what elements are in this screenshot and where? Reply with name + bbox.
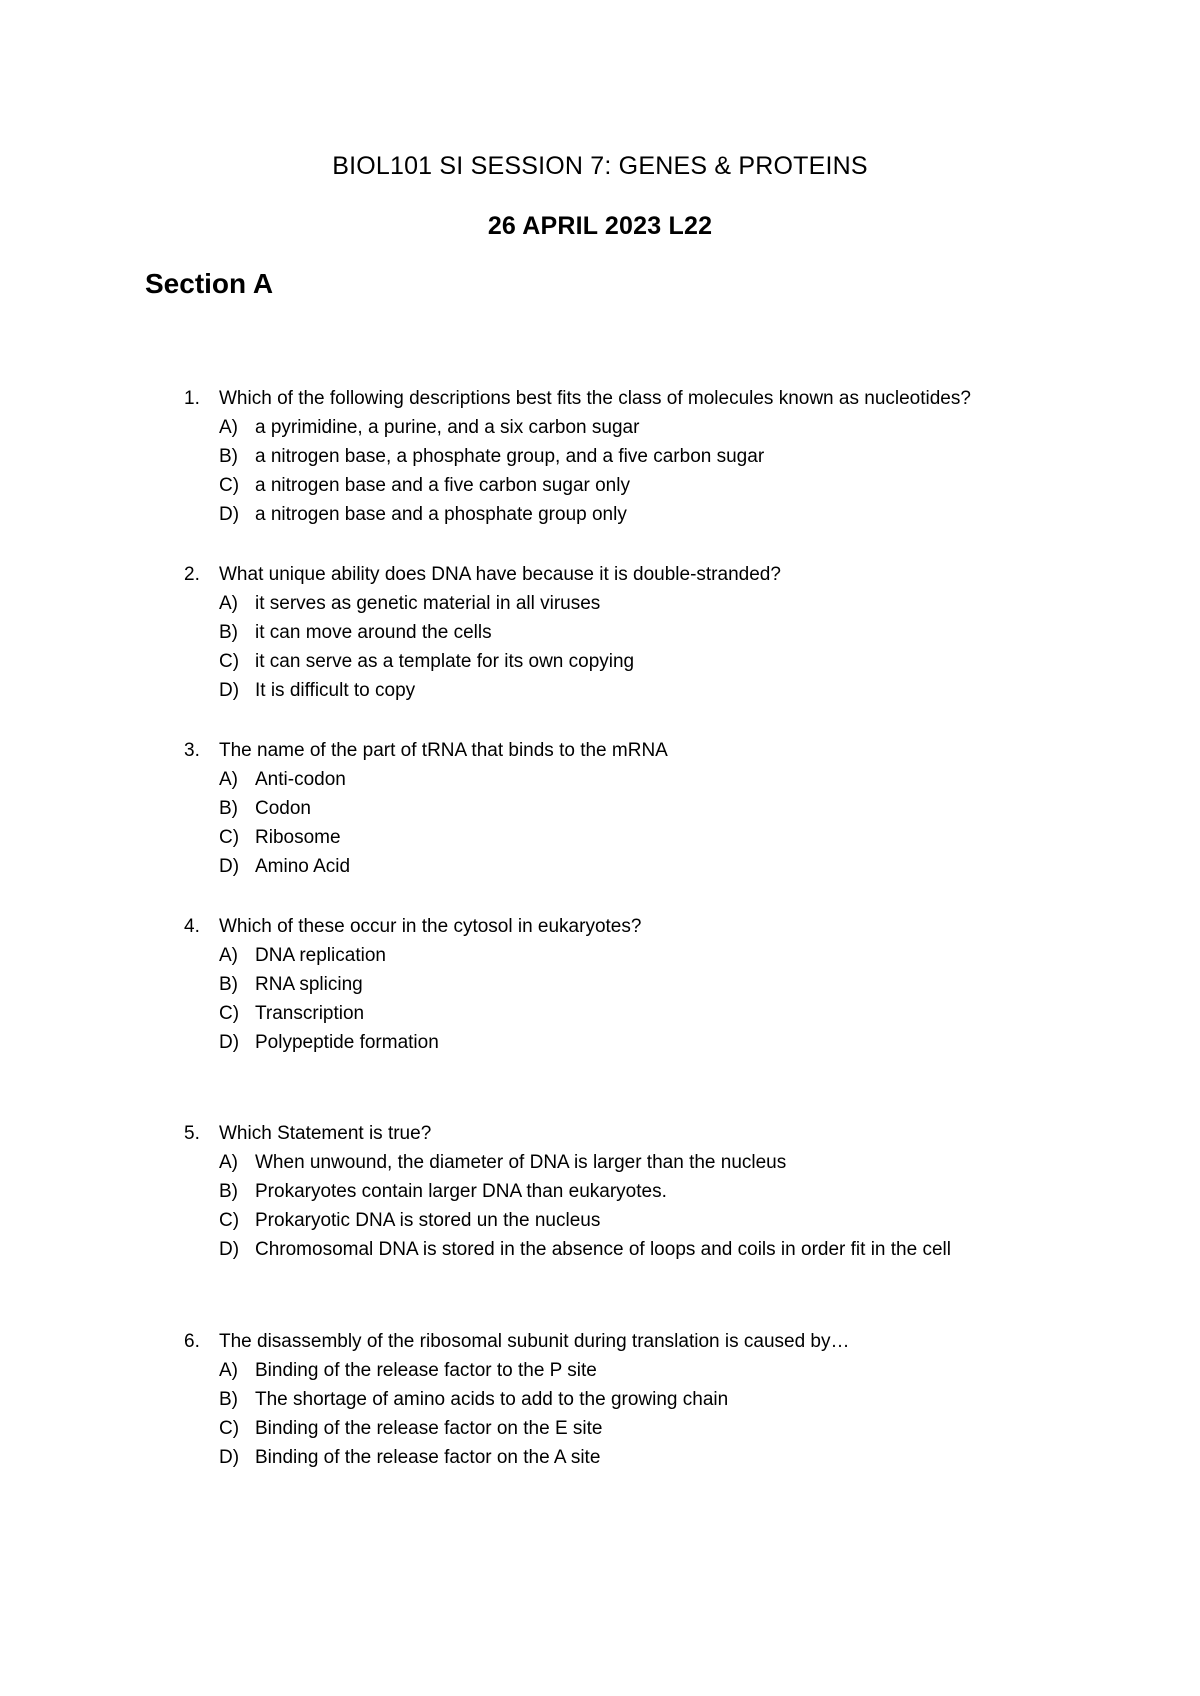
option-text: Binding of the release factor on the E site: [255, 1418, 603, 1439]
option-letter: C): [219, 827, 240, 848]
option-letter: A): [219, 593, 238, 614]
option-text: a nitrogen base and a phosphate group only: [255, 504, 627, 525]
question-text: The name of the part of tRNA that binds to the mRNA: [219, 740, 668, 761]
option-letter: A): [219, 1360, 238, 1381]
option-letter: B): [219, 446, 238, 467]
option-letter: C): [219, 651, 240, 672]
option-text: it serves as genetic material in all viruses: [255, 593, 601, 614]
option-text: The shortage of amino acids to add to the growing chain: [255, 1389, 729, 1410]
option-text: Anti-codon: [255, 769, 346, 790]
option-text: Polypeptide formation: [255, 1032, 439, 1053]
option-text: Binding of the release factor on the A site: [255, 1447, 601, 1468]
option-text: Codon: [255, 798, 311, 819]
option-letter: A): [219, 1152, 238, 1173]
question-number: 4.: [184, 916, 200, 937]
option-letter: C): [219, 1418, 240, 1439]
question-text: Which Statement is true?: [219, 1123, 432, 1144]
option-letter: B): [219, 1389, 238, 1410]
option-text: a pyrimidine, a purine, and a six carbon sugar: [255, 417, 640, 438]
option-text: RNA splicing: [255, 974, 363, 995]
question-number: 3.: [184, 740, 200, 761]
question-text: What unique ability does DNA have because it is double-stranded?: [219, 564, 781, 585]
document-date: 26 APRIL 2023 L22: [487, 212, 713, 240]
option-letter: D): [219, 1239, 240, 1260]
option-text: it can serve as a template for its own copying: [255, 651, 635, 672]
option-text: it can move around the cells: [255, 622, 492, 643]
option-text: Prokaryotic DNA is stored un the nucleus: [255, 1210, 601, 1231]
question-number: 2.: [184, 564, 200, 585]
question-text: The disassembly of the ribosomal subunit during translation is caused by…: [219, 1331, 850, 1352]
option-letter: C): [219, 475, 240, 496]
option-letter: D): [219, 856, 240, 877]
option-text: Ribosome: [255, 827, 341, 848]
question-text: Which of the following descriptions best fits the class of molecules known as nucleotides?: [219, 388, 971, 409]
option-letter: B): [219, 974, 238, 995]
option-text: Binding of the release factor to the P site: [255, 1360, 597, 1381]
option-letter: A): [219, 945, 238, 966]
option-letter: D): [219, 680, 240, 701]
option-text: a nitrogen base and a five carbon sugar only: [255, 475, 630, 496]
option-letter: B): [219, 1181, 238, 1202]
option-text: Transcription: [255, 1003, 365, 1024]
section-heading: Section A: [145, 268, 274, 299]
question-text: Which of these occur in the cytosol in eukaryotes?: [219, 916, 642, 937]
option-text: DNA replication: [255, 945, 386, 966]
question-number: 6.: [184, 1331, 200, 1352]
document-title: BIOL101 SI SESSION 7: GENES & PROTEINS: [332, 152, 868, 180]
option-letter: C): [219, 1003, 240, 1024]
option-text: a nitrogen base, a phosphate group, and a five carbon sugar: [255, 446, 765, 467]
option-text: Prokaryotes contain larger DNA than eukaryotes.: [255, 1181, 667, 1202]
option-letter: A): [219, 769, 238, 790]
option-letter: B): [219, 622, 238, 643]
option-text: It is difficult to copy: [255, 680, 416, 701]
option-text: When unwound, the diameter of DNA is larger than the nucleus: [255, 1152, 787, 1173]
option-text: Chromosomal DNA is stored in the absence of loops and coils in order fit in the cell: [255, 1239, 951, 1260]
question-number: 5.: [184, 1123, 200, 1144]
option-letter: D): [219, 1032, 240, 1053]
option-letter: A): [219, 417, 238, 438]
option-letter: D): [219, 1447, 240, 1468]
option-letter: D): [219, 504, 240, 525]
option-text: Amino Acid: [255, 856, 351, 877]
question-number: 1.: [184, 388, 200, 409]
option-letter: B): [219, 798, 238, 819]
option-letter: C): [219, 1210, 240, 1231]
